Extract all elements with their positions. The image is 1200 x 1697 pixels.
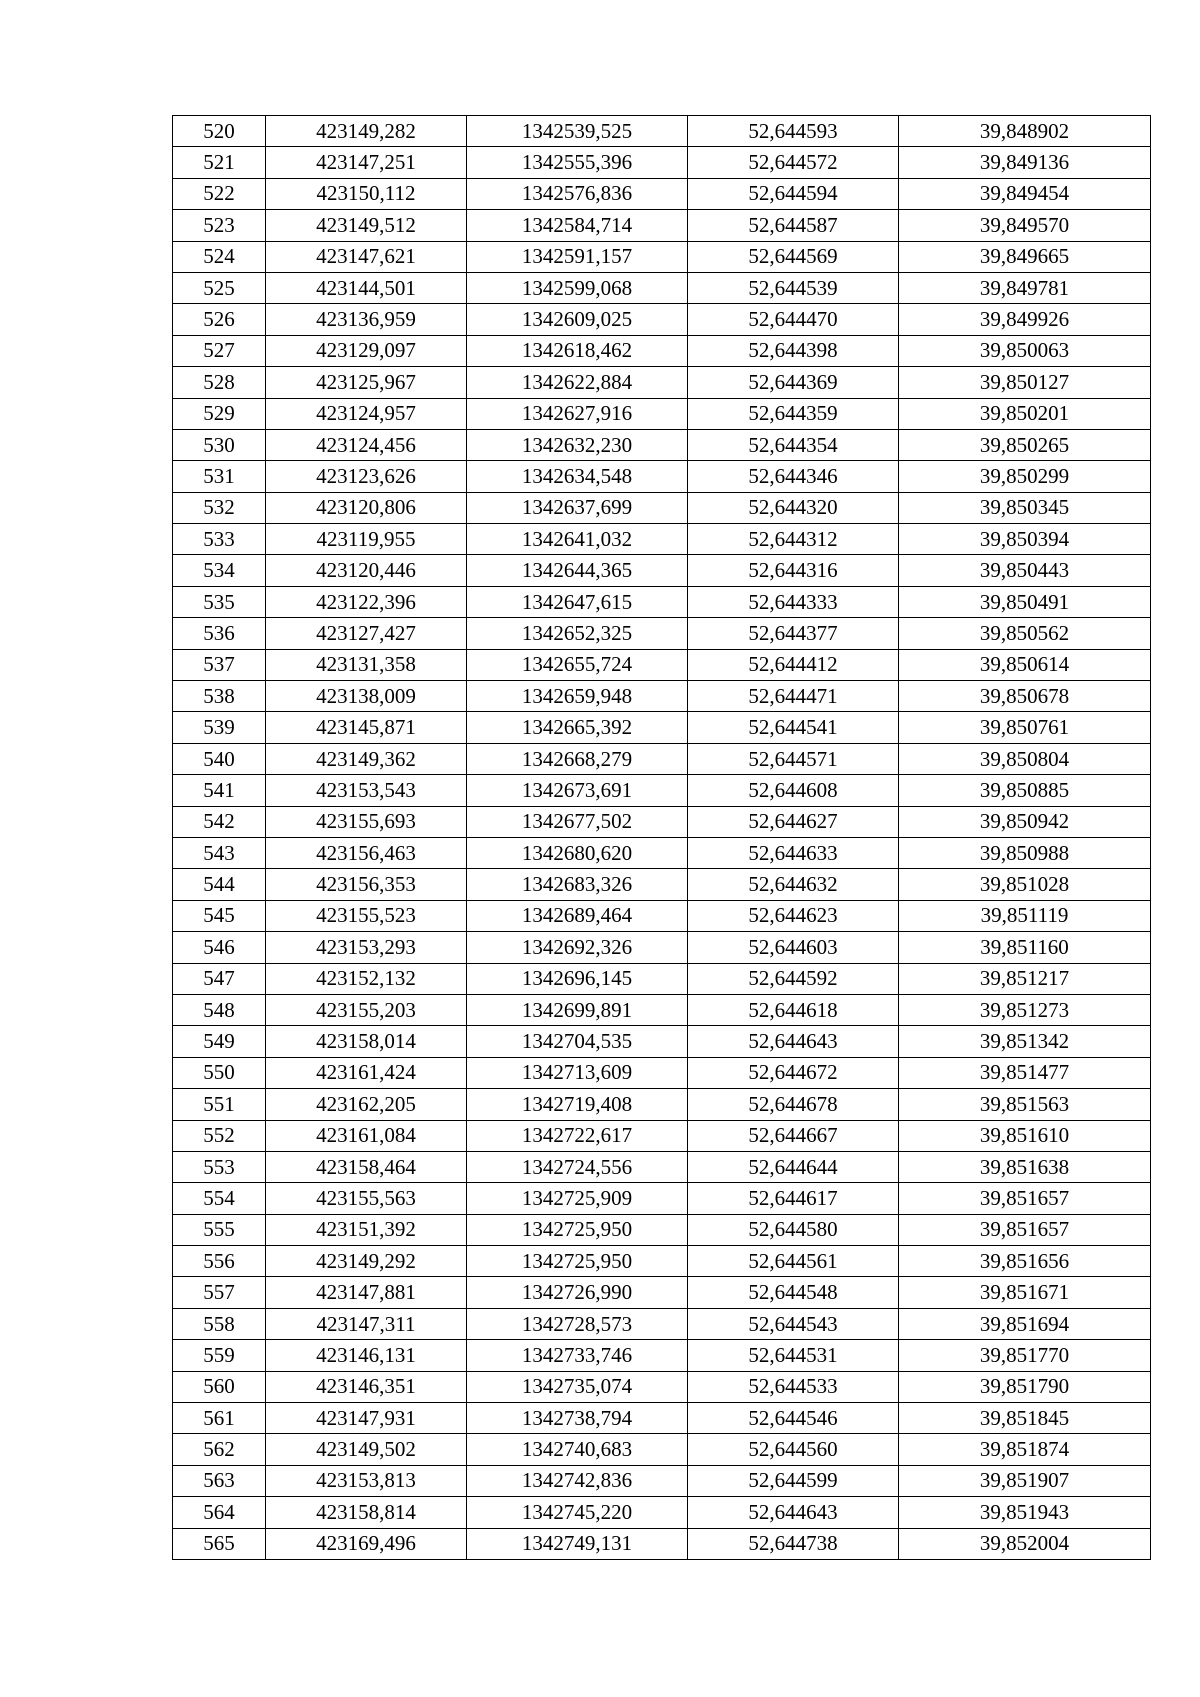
point-number-cell: 561 xyxy=(173,1403,266,1434)
x-coordinate-cell: 423162,205 xyxy=(266,1089,467,1120)
y-coordinate-cell: 1342738,794 xyxy=(467,1403,688,1434)
longitude-cell: 39,851671 xyxy=(899,1277,1151,1308)
latitude-cell: 52,644738 xyxy=(688,1528,899,1559)
point-number-cell: 553 xyxy=(173,1151,266,1182)
point-number-cell: 533 xyxy=(173,524,266,555)
latitude-cell: 52,644333 xyxy=(688,586,899,617)
y-coordinate-cell: 1342637,699 xyxy=(467,492,688,523)
point-number-cell: 564 xyxy=(173,1497,266,1528)
coordinates-table xyxy=(172,115,1151,1560)
latitude-cell: 52,644359 xyxy=(688,398,899,429)
point-number-cell: 559 xyxy=(173,1340,266,1371)
table-row xyxy=(173,963,1151,994)
longitude-cell: 39,851657 xyxy=(899,1183,1151,1214)
x-coordinate-cell: 423158,464 xyxy=(266,1151,467,1182)
longitude-cell: 39,850988 xyxy=(899,837,1151,868)
x-coordinate-cell: 423147,881 xyxy=(266,1277,467,1308)
longitude-cell: 39,850885 xyxy=(899,775,1151,806)
longitude-cell: 39,851028 xyxy=(899,869,1151,900)
table-row xyxy=(173,932,1151,963)
longitude-cell: 39,851845 xyxy=(899,1403,1151,1434)
x-coordinate-cell: 423151,392 xyxy=(266,1214,467,1245)
longitude-cell: 39,851638 xyxy=(899,1151,1151,1182)
latitude-cell: 52,644346 xyxy=(688,461,899,492)
table-row xyxy=(173,1089,1151,1120)
point-number-cell: 551 xyxy=(173,1089,266,1120)
latitude-cell: 52,644531 xyxy=(688,1340,899,1371)
x-coordinate-cell: 423136,959 xyxy=(266,304,467,335)
y-coordinate-cell: 1342719,408 xyxy=(467,1089,688,1120)
x-coordinate-cell: 423127,427 xyxy=(266,618,467,649)
longitude-cell: 39,850614 xyxy=(899,649,1151,680)
table-row xyxy=(173,994,1151,1025)
table-row xyxy=(173,1214,1151,1245)
table-row xyxy=(173,304,1151,335)
table-row xyxy=(173,1308,1151,1339)
y-coordinate-cell: 1342665,392 xyxy=(467,712,688,743)
table-row xyxy=(173,1120,1151,1151)
table-row xyxy=(173,147,1151,178)
table-row xyxy=(173,335,1151,366)
table-row xyxy=(173,586,1151,617)
table-row xyxy=(173,900,1151,931)
point-number-cell: 562 xyxy=(173,1434,266,1465)
latitude-cell: 52,644569 xyxy=(688,241,899,272)
point-number-cell: 560 xyxy=(173,1371,266,1402)
latitude-cell: 52,644599 xyxy=(688,1465,899,1496)
table-row xyxy=(173,806,1151,837)
latitude-cell: 52,644471 xyxy=(688,681,899,712)
table-row xyxy=(173,681,1151,712)
y-coordinate-cell: 1342725,909 xyxy=(467,1183,688,1214)
point-number-cell: 534 xyxy=(173,555,266,586)
table-row xyxy=(173,1403,1151,1434)
latitude-cell: 52,644623 xyxy=(688,900,899,931)
point-number-cell: 544 xyxy=(173,869,266,900)
latitude-cell: 52,644618 xyxy=(688,994,899,1025)
y-coordinate-cell: 1342644,365 xyxy=(467,555,688,586)
x-coordinate-cell: 423149,292 xyxy=(266,1246,467,1277)
longitude-cell: 39,850491 xyxy=(899,586,1151,617)
point-number-cell: 526 xyxy=(173,304,266,335)
latitude-cell: 52,644543 xyxy=(688,1308,899,1339)
latitude-cell: 52,644667 xyxy=(688,1120,899,1151)
y-coordinate-cell: 1342692,326 xyxy=(467,932,688,963)
y-coordinate-cell: 1342728,573 xyxy=(467,1308,688,1339)
longitude-cell: 39,849781 xyxy=(899,272,1151,303)
y-coordinate-cell: 1342735,074 xyxy=(467,1371,688,1402)
x-coordinate-cell: 423147,931 xyxy=(266,1403,467,1434)
latitude-cell: 52,644633 xyxy=(688,837,899,868)
y-coordinate-cell: 1342652,325 xyxy=(467,618,688,649)
point-number-cell: 542 xyxy=(173,806,266,837)
latitude-cell: 52,644632 xyxy=(688,869,899,900)
x-coordinate-cell: 423146,351 xyxy=(266,1371,467,1402)
table-row xyxy=(173,869,1151,900)
latitude-cell: 52,644643 xyxy=(688,1026,899,1057)
latitude-cell: 52,644643 xyxy=(688,1497,899,1528)
point-number-cell: 549 xyxy=(173,1026,266,1057)
y-coordinate-cell: 1342740,683 xyxy=(467,1434,688,1465)
x-coordinate-cell: 423124,957 xyxy=(266,398,467,429)
latitude-cell: 52,644594 xyxy=(688,178,899,209)
x-coordinate-cell: 423161,424 xyxy=(266,1057,467,1088)
y-coordinate-cell: 1342677,502 xyxy=(467,806,688,837)
longitude-cell: 39,849570 xyxy=(899,210,1151,241)
y-coordinate-cell: 1342609,025 xyxy=(467,304,688,335)
latitude-cell: 52,644470 xyxy=(688,304,899,335)
longitude-cell: 39,848902 xyxy=(899,116,1151,147)
table-row xyxy=(173,1183,1151,1214)
x-coordinate-cell: 423146,131 xyxy=(266,1340,467,1371)
latitude-cell: 52,644560 xyxy=(688,1434,899,1465)
table-row xyxy=(173,1026,1151,1057)
table-row xyxy=(173,649,1151,680)
point-number-cell: 550 xyxy=(173,1057,266,1088)
point-number-cell: 536 xyxy=(173,618,266,649)
longitude-cell: 39,849454 xyxy=(899,178,1151,209)
x-coordinate-cell: 423150,112 xyxy=(266,178,467,209)
longitude-cell: 39,849926 xyxy=(899,304,1151,335)
longitude-cell: 39,851563 xyxy=(899,1089,1151,1120)
table-row xyxy=(173,775,1151,806)
latitude-cell: 52,644533 xyxy=(688,1371,899,1402)
longitude-cell: 39,851477 xyxy=(899,1057,1151,1088)
longitude-cell: 39,850394 xyxy=(899,524,1151,555)
x-coordinate-cell: 423155,203 xyxy=(266,994,467,1025)
longitude-cell: 39,850942 xyxy=(899,806,1151,837)
table-row xyxy=(173,367,1151,398)
x-coordinate-cell: 423147,311 xyxy=(266,1308,467,1339)
x-coordinate-cell: 423123,626 xyxy=(266,461,467,492)
x-coordinate-cell: 423144,501 xyxy=(266,272,467,303)
table-row xyxy=(173,492,1151,523)
x-coordinate-cell: 423124,456 xyxy=(266,429,467,460)
latitude-cell: 52,644617 xyxy=(688,1183,899,1214)
y-coordinate-cell: 1342632,230 xyxy=(467,429,688,460)
latitude-cell: 52,644672 xyxy=(688,1057,899,1088)
table-row xyxy=(173,712,1151,743)
x-coordinate-cell: 423147,621 xyxy=(266,241,467,272)
point-number-cell: 558 xyxy=(173,1308,266,1339)
point-number-cell: 541 xyxy=(173,775,266,806)
point-number-cell: 525 xyxy=(173,272,266,303)
y-coordinate-cell: 1342555,396 xyxy=(467,147,688,178)
y-coordinate-cell: 1342699,891 xyxy=(467,994,688,1025)
x-coordinate-cell: 423156,463 xyxy=(266,837,467,868)
y-coordinate-cell: 1342576,836 xyxy=(467,178,688,209)
point-number-cell: 540 xyxy=(173,743,266,774)
latitude-cell: 52,644546 xyxy=(688,1403,899,1434)
y-coordinate-cell: 1342659,948 xyxy=(467,681,688,712)
y-coordinate-cell: 1342733,746 xyxy=(467,1340,688,1371)
y-coordinate-cell: 1342725,950 xyxy=(467,1246,688,1277)
y-coordinate-cell: 1342618,462 xyxy=(467,335,688,366)
longitude-cell: 39,850127 xyxy=(899,367,1151,398)
y-coordinate-cell: 1342724,556 xyxy=(467,1151,688,1182)
y-coordinate-cell: 1342745,220 xyxy=(467,1497,688,1528)
point-number-cell: 557 xyxy=(173,1277,266,1308)
latitude-cell: 52,644572 xyxy=(688,147,899,178)
latitude-cell: 52,644580 xyxy=(688,1214,899,1245)
longitude-cell: 39,850201 xyxy=(899,398,1151,429)
point-number-cell: 523 xyxy=(173,210,266,241)
longitude-cell: 39,851907 xyxy=(899,1465,1151,1496)
y-coordinate-cell: 1342647,615 xyxy=(467,586,688,617)
table-row xyxy=(173,1277,1151,1308)
y-coordinate-cell: 1342627,916 xyxy=(467,398,688,429)
point-number-cell: 556 xyxy=(173,1246,266,1277)
point-number-cell: 530 xyxy=(173,429,266,460)
x-coordinate-cell: 423158,814 xyxy=(266,1497,467,1528)
x-coordinate-cell: 423129,097 xyxy=(266,335,467,366)
point-number-cell: 531 xyxy=(173,461,266,492)
y-coordinate-cell: 1342539,525 xyxy=(467,116,688,147)
latitude-cell: 52,644398 xyxy=(688,335,899,366)
latitude-cell: 52,644593 xyxy=(688,116,899,147)
latitude-cell: 52,644316 xyxy=(688,555,899,586)
longitude-cell: 39,851874 xyxy=(899,1434,1151,1465)
x-coordinate-cell: 423149,282 xyxy=(266,116,467,147)
latitude-cell: 52,644592 xyxy=(688,963,899,994)
y-coordinate-cell: 1342680,620 xyxy=(467,837,688,868)
point-number-cell: 529 xyxy=(173,398,266,429)
longitude-cell: 39,851610 xyxy=(899,1120,1151,1151)
x-coordinate-cell: 423152,132 xyxy=(266,963,467,994)
longitude-cell: 39,851657 xyxy=(899,1214,1151,1245)
table-row xyxy=(173,461,1151,492)
x-coordinate-cell: 423149,512 xyxy=(266,210,467,241)
y-coordinate-cell: 1342749,131 xyxy=(467,1528,688,1559)
table-row xyxy=(173,1151,1151,1182)
latitude-cell: 52,644678 xyxy=(688,1089,899,1120)
x-coordinate-cell: 423149,502 xyxy=(266,1434,467,1465)
longitude-cell: 39,851217 xyxy=(899,963,1151,994)
latitude-cell: 52,644571 xyxy=(688,743,899,774)
point-number-cell: 555 xyxy=(173,1214,266,1245)
latitude-cell: 52,644412 xyxy=(688,649,899,680)
y-coordinate-cell: 1342742,836 xyxy=(467,1465,688,1496)
x-coordinate-cell: 423120,806 xyxy=(266,492,467,523)
table-row xyxy=(173,398,1151,429)
point-number-cell: 546 xyxy=(173,932,266,963)
latitude-cell: 52,644608 xyxy=(688,775,899,806)
point-number-cell: 522 xyxy=(173,178,266,209)
y-coordinate-cell: 1342722,617 xyxy=(467,1120,688,1151)
latitude-cell: 52,644603 xyxy=(688,932,899,963)
y-coordinate-cell: 1342713,609 xyxy=(467,1057,688,1088)
y-coordinate-cell: 1342725,950 xyxy=(467,1214,688,1245)
longitude-cell: 39,850345 xyxy=(899,492,1151,523)
table-row xyxy=(173,272,1151,303)
y-coordinate-cell: 1342584,714 xyxy=(467,210,688,241)
point-number-cell: 520 xyxy=(173,116,266,147)
table-row xyxy=(173,743,1151,774)
latitude-cell: 52,644320 xyxy=(688,492,899,523)
x-coordinate-cell: 423169,496 xyxy=(266,1528,467,1559)
longitude-cell: 39,851694 xyxy=(899,1308,1151,1339)
x-coordinate-cell: 423147,251 xyxy=(266,147,467,178)
table-row xyxy=(173,1340,1151,1371)
point-number-cell: 563 xyxy=(173,1465,266,1496)
latitude-cell: 52,644627 xyxy=(688,806,899,837)
x-coordinate-cell: 423120,446 xyxy=(266,555,467,586)
x-coordinate-cell: 423131,358 xyxy=(266,649,467,680)
y-coordinate-cell: 1342668,279 xyxy=(467,743,688,774)
table-row xyxy=(173,555,1151,586)
longitude-cell: 39,851342 xyxy=(899,1026,1151,1057)
x-coordinate-cell: 423155,523 xyxy=(266,900,467,931)
longitude-cell: 39,849665 xyxy=(899,241,1151,272)
table-row xyxy=(173,524,1151,555)
table-row xyxy=(173,1434,1151,1465)
longitude-cell: 39,851770 xyxy=(899,1340,1151,1371)
table-row xyxy=(173,1465,1151,1496)
latitude-cell: 52,644369 xyxy=(688,367,899,398)
longitude-cell: 39,850063 xyxy=(899,335,1151,366)
longitude-cell: 39,849136 xyxy=(899,147,1151,178)
y-coordinate-cell: 1342673,691 xyxy=(467,775,688,806)
y-coordinate-cell: 1342704,535 xyxy=(467,1026,688,1057)
y-coordinate-cell: 1342689,464 xyxy=(467,900,688,931)
latitude-cell: 52,644561 xyxy=(688,1246,899,1277)
longitude-cell: 39,852004 xyxy=(899,1528,1151,1559)
point-number-cell: 554 xyxy=(173,1183,266,1214)
point-number-cell: 535 xyxy=(173,586,266,617)
point-number-cell: 524 xyxy=(173,241,266,272)
table-row xyxy=(173,429,1151,460)
table-row xyxy=(173,618,1151,649)
x-coordinate-cell: 423122,396 xyxy=(266,586,467,617)
point-number-cell: 545 xyxy=(173,900,266,931)
point-number-cell: 539 xyxy=(173,712,266,743)
point-number-cell: 528 xyxy=(173,367,266,398)
latitude-cell: 52,644312 xyxy=(688,524,899,555)
x-coordinate-cell: 423153,293 xyxy=(266,932,467,963)
point-number-cell: 552 xyxy=(173,1120,266,1151)
x-coordinate-cell: 423156,353 xyxy=(266,869,467,900)
x-coordinate-cell: 423119,955 xyxy=(266,524,467,555)
point-number-cell: 521 xyxy=(173,147,266,178)
x-coordinate-cell: 423153,813 xyxy=(266,1465,467,1496)
longitude-cell: 39,850299 xyxy=(899,461,1151,492)
y-coordinate-cell: 1342622,884 xyxy=(467,367,688,398)
x-coordinate-cell: 423155,693 xyxy=(266,806,467,837)
table-row xyxy=(173,1528,1151,1559)
point-number-cell: 538 xyxy=(173,681,266,712)
y-coordinate-cell: 1342634,548 xyxy=(467,461,688,492)
y-coordinate-cell: 1342591,157 xyxy=(467,241,688,272)
x-coordinate-cell: 423161,084 xyxy=(266,1120,467,1151)
x-coordinate-cell: 423149,362 xyxy=(266,743,467,774)
longitude-cell: 39,850678 xyxy=(899,681,1151,712)
latitude-cell: 52,644548 xyxy=(688,1277,899,1308)
longitude-cell: 39,851656 xyxy=(899,1246,1151,1277)
table-row xyxy=(173,116,1151,147)
longitude-cell: 39,851119 xyxy=(899,900,1151,931)
longitude-cell: 39,851790 xyxy=(899,1371,1151,1402)
table-row xyxy=(173,210,1151,241)
table-row xyxy=(173,1497,1151,1528)
table-row xyxy=(173,241,1151,272)
y-coordinate-cell: 1342696,145 xyxy=(467,963,688,994)
table-row xyxy=(173,1371,1151,1402)
longitude-cell: 39,850761 xyxy=(899,712,1151,743)
y-coordinate-cell: 1342683,326 xyxy=(467,869,688,900)
longitude-cell: 39,851160 xyxy=(899,932,1151,963)
table-row xyxy=(173,837,1151,868)
point-number-cell: 537 xyxy=(173,649,266,680)
latitude-cell: 52,644377 xyxy=(688,618,899,649)
x-coordinate-cell: 423138,009 xyxy=(266,681,467,712)
y-coordinate-cell: 1342655,724 xyxy=(467,649,688,680)
latitude-cell: 52,644539 xyxy=(688,272,899,303)
table-row xyxy=(173,1246,1151,1277)
y-coordinate-cell: 1342599,068 xyxy=(467,272,688,303)
point-number-cell: 565 xyxy=(173,1528,266,1559)
latitude-cell: 52,644587 xyxy=(688,210,899,241)
point-number-cell: 527 xyxy=(173,335,266,366)
x-coordinate-cell: 423155,563 xyxy=(266,1183,467,1214)
longitude-cell: 39,850265 xyxy=(899,429,1151,460)
point-number-cell: 532 xyxy=(173,492,266,523)
point-number-cell: 548 xyxy=(173,994,266,1025)
longitude-cell: 39,850804 xyxy=(899,743,1151,774)
x-coordinate-cell: 423153,543 xyxy=(266,775,467,806)
latitude-cell: 52,644541 xyxy=(688,712,899,743)
x-coordinate-cell: 423145,871 xyxy=(266,712,467,743)
longitude-cell: 39,850562 xyxy=(899,618,1151,649)
coordinates-table-body xyxy=(173,116,1151,1560)
longitude-cell: 39,850443 xyxy=(899,555,1151,586)
point-number-cell: 543 xyxy=(173,837,266,868)
longitude-cell: 39,851273 xyxy=(899,994,1151,1025)
latitude-cell: 52,644644 xyxy=(688,1151,899,1182)
y-coordinate-cell: 1342641,032 xyxy=(467,524,688,555)
y-coordinate-cell: 1342726,990 xyxy=(467,1277,688,1308)
point-number-cell: 547 xyxy=(173,963,266,994)
table-row xyxy=(173,178,1151,209)
latitude-cell: 52,644354 xyxy=(688,429,899,460)
x-coordinate-cell: 423125,967 xyxy=(266,367,467,398)
table-row xyxy=(173,1057,1151,1088)
longitude-cell: 39,851943 xyxy=(899,1497,1151,1528)
x-coordinate-cell: 423158,014 xyxy=(266,1026,467,1057)
